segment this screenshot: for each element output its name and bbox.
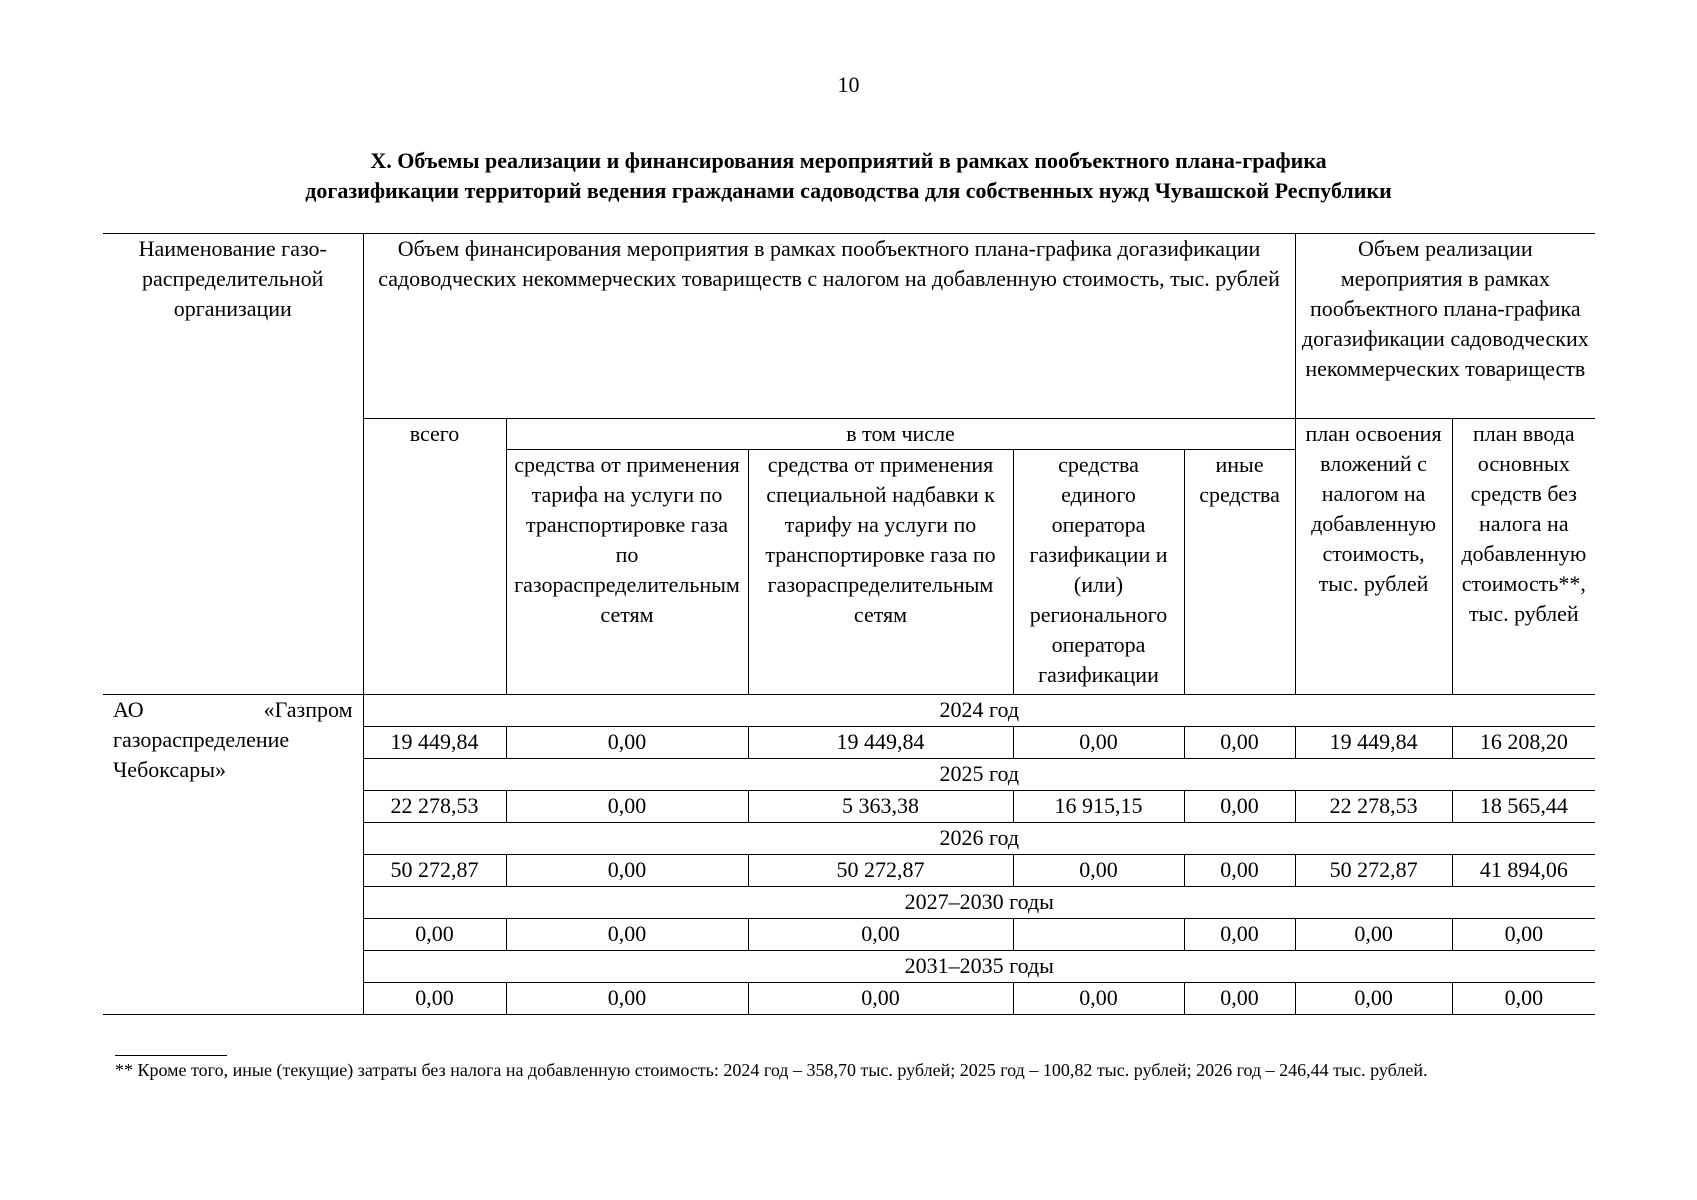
- header-realization: Объем реализации мероприятия в рамках пообъектного плана-графика догазификации садоводческих некоммерческих товариществ: [1295, 234, 1595, 419]
- cell-tariff: 0,00: [506, 727, 748, 759]
- cell-tariff: 0,00: [506, 855, 748, 887]
- page-number: 10: [837, 72, 860, 97]
- period-label: 2024 год: [363, 695, 1595, 727]
- cell-tariff: 0,00: [506, 919, 748, 951]
- header-org: Наименование газо-распределительной организации: [103, 234, 363, 695]
- cell-plan-assets: 41 894,06: [1452, 855, 1595, 887]
- period-label: 2031–2035 годы: [363, 951, 1595, 983]
- cell-special: 19 449,84: [748, 727, 1013, 759]
- cell-tariff: 0,00: [506, 983, 748, 1015]
- header-tariff: средства от применения тарифа на услуги по транспортировке газа по газораспределительным сетям: [506, 450, 748, 695]
- footnote-rule: [115, 1055, 227, 1056]
- header-other: иные средства: [1184, 450, 1295, 695]
- org-name: АО «Газпром газораспределение Чебоксары»: [103, 695, 363, 1015]
- header-including: в том числе: [506, 419, 1295, 450]
- cell-plan-invest: 19 449,84: [1295, 727, 1452, 759]
- cell-other: 0,00: [1184, 983, 1295, 1015]
- footnote-text: ** Кроме того, иные (текущие) затраты без налога на добавленную стоимость: 2024 год – 358,70 тыс. рублей; 2025 год – 100,82 тыс. рублей; 2026 год – 246,44 тыс. рублей.: [115, 1060, 1428, 1080]
- cell-other: 0,00: [1184, 919, 1295, 951]
- cell-total: 50 272,87: [363, 855, 506, 887]
- cell-other: 0,00: [1184, 727, 1295, 759]
- cell-operator: 0,00: [1013, 983, 1184, 1015]
- cell-plan-invest: 0,00: [1295, 983, 1452, 1015]
- cell-plan-invest: 22 278,53: [1295, 791, 1452, 823]
- cell-plan-invest: 0,00: [1295, 919, 1452, 951]
- cell-operator: 16 915,15: [1013, 791, 1184, 823]
- cell-total: 0,00: [363, 919, 506, 951]
- cell-special: 0,00: [748, 919, 1013, 951]
- cell-special: 50 272,87: [748, 855, 1013, 887]
- section-title: [0, 146, 1697, 206]
- period-label: 2026 год: [363, 823, 1595, 855]
- cell-special: 5 363,38: [748, 791, 1013, 823]
- financing-table: [103, 233, 1595, 1015]
- cell-tariff: 0,00: [506, 791, 748, 823]
- cell-plan-assets: 16 208,20: [1452, 727, 1595, 759]
- title-line-2: догазификации территорий ведения гражданами садоводства для собственных нужд Чувашской Республики: [305, 178, 1392, 203]
- cell-plan-assets: 18 565,44: [1452, 791, 1595, 823]
- header-special: средства от применения специальной надбавки к тарифу на услуги по транспортировке газа по газораспределительным сетям: [748, 450, 1013, 695]
- cell-operator: 0,00: [1013, 855, 1184, 887]
- cell-total: 22 278,53: [363, 791, 506, 823]
- cell-operator: 0,00: [1013, 727, 1184, 759]
- footnote: [115, 1058, 1587, 1083]
- cell-operator: [1013, 919, 1184, 951]
- title-line-1: X. Объемы реализации и финансирования мероприятий в рамках пообъектного плана-графика: [370, 148, 1327, 173]
- header-plan-assets: план ввода основных средств без налога на добавленную стоимость**, тыс. рублей: [1452, 419, 1595, 695]
- header-financing: Объем финансирования мероприятия в рамках пообъектного плана-графика догазификации садоводческих некоммерческих товариществ с налогом на добавленную стоимость, тыс. рублей: [363, 234, 1295, 419]
- cell-plan-assets: 0,00: [1452, 983, 1595, 1015]
- period-label: 2025 год: [363, 759, 1595, 791]
- header-plan-invest: план освоения вложений с налогом на добавленную стоимость, тыс. рублей: [1295, 419, 1452, 695]
- cell-plan-invest: 50 272,87: [1295, 855, 1452, 887]
- cell-other: 0,00: [1184, 855, 1295, 887]
- cell-total: 19 449,84: [363, 727, 506, 759]
- cell-plan-assets: 0,00: [1452, 919, 1595, 951]
- cell-total: 0,00: [363, 983, 506, 1015]
- cell-other: 0,00: [1184, 791, 1295, 823]
- header-total: всего: [363, 419, 506, 695]
- header-operator: средства единого оператора газификации и (или) регионального оператора газификации: [1013, 450, 1184, 695]
- period-label: 2027–2030 годы: [363, 887, 1595, 919]
- cell-special: 0,00: [748, 983, 1013, 1015]
